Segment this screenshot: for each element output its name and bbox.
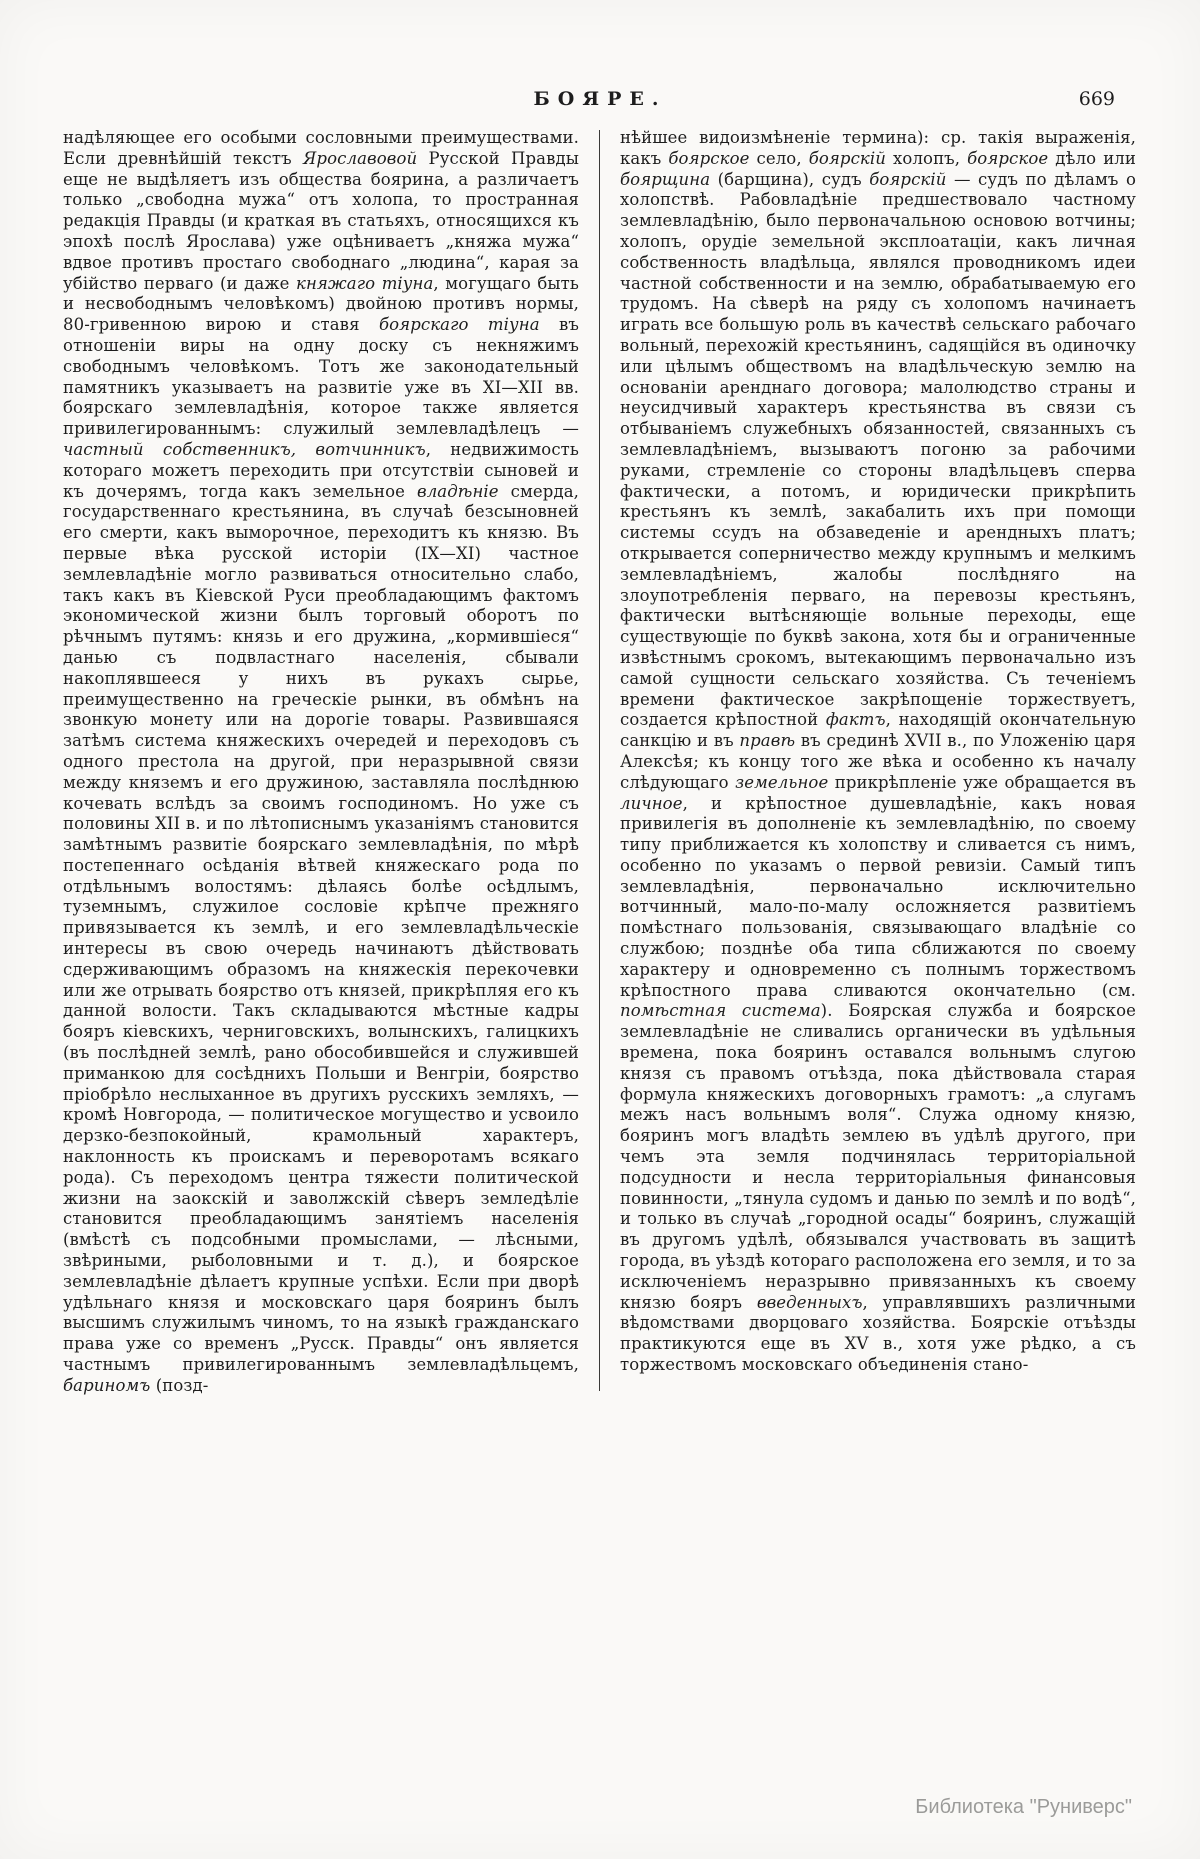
running-header	[63, 88, 1137, 114]
library-watermark: Библиотека "Руниверс"	[915, 1796, 1132, 1818]
page-number: 669	[1078, 88, 1115, 110]
page-title: БОЯРЕ.	[533, 88, 667, 110]
right-text-column: нѣйшее видоизмѣненіе термина): ср. такія выраженія, какъ боярское село, боярскій холопъ, боярское дѣло или боярщина (барщина), судъ боярскій — судъ по дѣламъ о холопствѣ. Рабовладѣніе предшествовало частному землевладѣнію, было первоначальною основою вотчины; холопъ, орудіе земельной эксплоатаціи, какъ личная собственность владѣльца, являлся проводникомъ идеи частной собственности и на землю, обрабатываемую его трудомъ. На сѣверѣ на ряду съ холопомъ начинаетъ играть все большую роль въ качествѣ сельскаго рабочаго вольный, перехожій крестьянинъ, садящійся въ одиночку или цѣлымъ обществомъ на владѣльческую землю на основаніи аренднаго договора; малолюдство страны и неусидчивый характеръ крестьянства въ связи съ отбываніемъ служебныхъ обязанностей, связанныхъ съ землевладѣніемъ, вызываютъ погоню за рабочими руками, стремленіе со стороны владѣльцевъ сперва фактически, а потомъ, и юридически прикрѣпить крестьянъ къ землѣ, закабалить ихъ при помощи системы ссудъ на обзаведеніе и арендныхъ платъ; открывается соперничество между крупнымъ и мелкимъ землевладѣніемъ, жалобы послѣдняго на злоупотребленія перваго, на перевозы крестьянъ, фактически вытѣсняющіе вольные переходы, еще существующіе по буквѣ закона, хотя бы и ограниченные извѣстнымъ срокомъ, вытекающимъ первоначально изъ самой сущности сельскаго хозяйства. Съ теченіемъ времени фактическое закрѣпощеніе торжествуетъ, создается крѣпостной фактъ, находящій окончательную санкцію и въ правѣ въ срединѣ XVII в., по Уложенію царя Алексѣя; къ концу того же вѣка и особенно къ началу слѣдующаго земельное прикрѣпленіе уже обращается въ личное, и крѣпостное душевладѣніе, какъ новая привилегія въ дополненіе къ землевладѣнію, по своему типу приближается къ холопству и сливается съ нимъ, особенно по указамъ о первой ревизіи. Самый типъ землевладѣнія, первоначально исключительно вотчинный, мало-по-малу осложняется развитіемъ помѣстнаго пользованія, связывающаго владѣніе со службою; позднѣе оба типа сближаются по своему характеру и одновременно съ полнымъ торжествомъ крѣпостного права сливаются окончательно (см. помѣстная система). Боярская служба и боярское землевладѣніе не сливались органически въ удѣльныя времена, пока бояринъ оставался вольнымъ слугою князя съ правомъ отъѣзда, пока дѣйствовала старая формула княжескихъ договорныхъ грамотъ: „а слугамъ межъ насъ вольнымъ воля“. Служа одному князю, бояринъ могъ владѣть землею въ удѣлѣ другого, при чемъ эта земля подчинялась территоріальной подсудности и несла территоріальныя финансовыя повинности, „тянула судомъ и данью по землѣ и по водѣ“, и только въ случаѣ „городной осады“ бояринъ, служащій въ другомъ удѣлѣ, обязывался участвовать въ защитѣ города, въ уѣздѣ котораго расположена его земля, и то за исключеніемъ неразрывно привязанныхъ къ своему князю бояръ введенныхъ, управлявшихъ различными вѣдомствами дворцоваго хозяйства. Боярскіе отъѣзды практикуются еще въ XV в., хотя уже рѣдко, а съ торжествомъ московскаго объединенія стано-	[620, 128, 1137, 1375]
two-column-text-block	[63, 128, 1137, 1397]
left-text-column: надѣляющее его особыми сословными преимуществами. Если древнѣйшій текстъ Ярославовой Русской Правды еще не выдѣляетъ изъ общества боярина, а различаетъ только „свободна мужа“ отъ холопа, то пространная редакція Правды (и краткая въ статьяхъ, относящихся къ эпохѣ послѣ Ярослава) уже оцѣниваетъ „княжа мужа“ вдвое противъ простаго свободнаго „людина“, карая за убійство перваго (и даже княжаго тіуна, могущаго быть и несвободнымъ человѣкомъ) двойною противъ нормы, 80-гривенною вирою и ставя боярскаго тіуна въ отношеніи виры на одну доску съ некняжимъ свободнымъ человѣкомъ. Тотъ же законодательный памятникъ указываетъ на развитіе уже въ XI—XII вв. боярскаго землевладѣнія, которое также является привилегированнымъ: служилый землевладѣлецъ — частный собственникъ, вотчинникъ, недвижимость котораго можетъ переходить при отсутствіи сыновей и къ дочерямъ, тогда какъ земельное владѣніе смерда, государственнаго крестьянина, въ случаѣ безсыновней его смерти, какъ выморочное, переходитъ къ князю. Въ первые вѣка русской исторіи (IX—XI) частное землевладѣніе могло развиваться относительно слабо, такъ какъ въ Кіевской Руси преобладающимъ фактомъ экономической жизни былъ торговый оборотъ по рѣчнымъ путямъ: князь и его дружина, „кормившіеся“ данью съ подвластнаго населенія, сбывали накоплявшееся у нихъ въ рукахъ сырье, преимущественно на греческіе рынки, въ обмѣнъ на звонкую монету или на дорогіе товары. Развившаяся затѣмъ система княжескихъ очередей и переходовъ съ одного престола на другой, при неразрывной связи между княземъ и его дружиною, заставляла послѣднюю кочевать вслѣдъ за своимъ господиномъ. Но уже съ половины XII в. и по лѣтописнымъ указаніямъ становится замѣтнымъ развитіе боярскаго землевладѣнія, по мѣрѣ постепеннаго осѣданія вѣтвей княжескаго рода по отдѣльнымъ волостямъ: дѣлаясь болѣе осѣдлымъ, туземнымъ, служилое сословіе крѣпче прежняго привязывается къ землѣ, и его землевладѣльческіе интересы въ свою очередь начинаютъ дѣйствовать сдерживающимъ образомъ на княжескія перекочевки или же отрывать боярство отъ князей, прикрѣпляя его къ данной волости. Такъ складываются мѣстные кадры бояръ кіевскихъ, черниговскихъ, волынскихъ, галицкихъ (въ послѣдней землѣ, рано обособившейся и служившей приманкою для сосѣднихъ Польши и Венгріи, боярство пріобрѣло неслыханное въ другихъ русскихъ земляхъ, — кромѣ Новгорода, — политическое могущество и усвоило дерзко-безпокойный, крамольный характеръ, наклонность къ проискамъ и переворотамъ всякаго рода). Съ переходомъ центра тяжести политической жизни на заокскій и заволжскій сѣверъ земледѣліе становится преобладающимъ занятіемъ населенія (вмѣстѣ съ подсобными промыслами, — лѣсными, звѣриными, рыболовными и т. д.), и боярское землевладѣніе дѣлаетъ крупные успѣхи. Если при дворѣ удѣльнаго князя и московскаго царя бояринъ былъ высшимъ служилымъ чиномъ, то на языкѣ гражданскаго права уже со временъ „Русск. Правды“ онъ является частнымъ привилегированнымъ землевладѣльцемъ, бариномъ (позд-	[63, 128, 579, 1395]
column-divider-rule	[599, 130, 600, 1391]
